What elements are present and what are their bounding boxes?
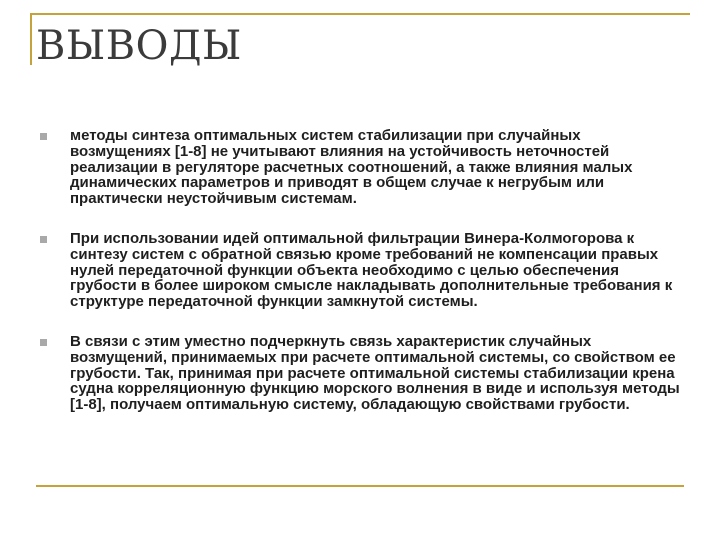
square-bullet-icon — [40, 236, 47, 243]
slide-title: ВЫВОДЫ — [36, 23, 242, 69]
bullet-item — [32, 334, 682, 413]
title-frame-top-line — [30, 13, 690, 15]
bullet-text: При использовании идей оптимальной фильтрации Винера-Колмогорова к синтезу систем с обратной связью кроме требований не компенсации правых нулей передаточной функции объекта необходимо с целью обеспечения грубости в более широком смысле накладывать дополнительные требования к структуре передаточной функции замкнутой системы. — [70, 229, 673, 311]
square-bullet-icon — [40, 133, 47, 140]
square-bullet-icon — [40, 339, 47, 346]
bullet-list — [32, 128, 682, 437]
bottom-divider-line — [36, 485, 684, 487]
title-frame-vertical-line — [30, 13, 32, 65]
bullet-item — [32, 231, 682, 310]
bullet-item — [32, 128, 682, 207]
bullet-text: В связи с этим уместно подчеркнуть связь характеристик случайных возмущений, принимаемых при расчете оптимальной системы, со свойством ее грубости. Так, принимая при расчете оптимальной системы стабилизации крена судна корреляционную функцию морского волнения в виде и используя методы [1-8], получаем оптимальную систему, обладающую свойствами грубости. — [70, 332, 680, 414]
bullet-text: методы синтеза оптимальных систем стабилизации при случайных возмущениях [1-8] не учитывают влияния на устойчивость неточностей реализации в регуляторе расчетных соотношений, а также влияния малых динамических параметров и приводят в общем случае к негрубым или практически неустойчивым системам. — [70, 127, 633, 208]
